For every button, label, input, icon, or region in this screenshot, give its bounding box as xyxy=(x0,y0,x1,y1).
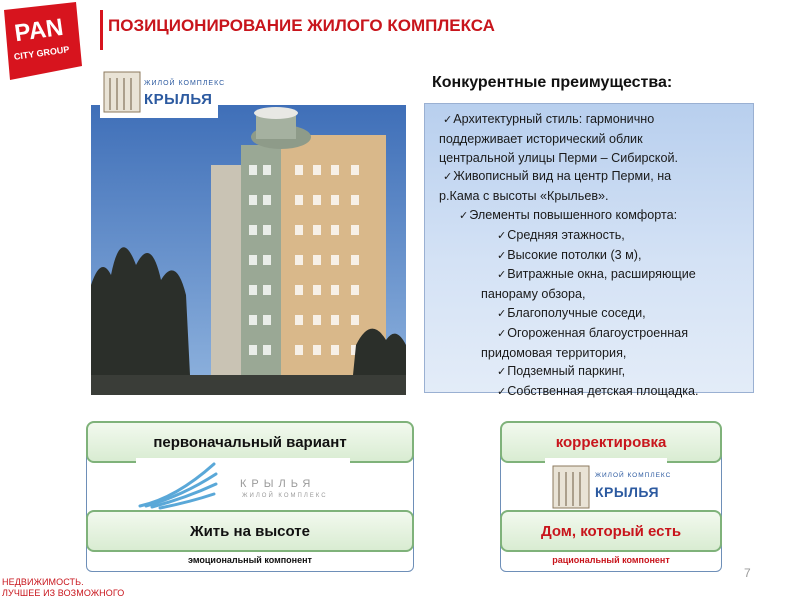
new-logo-name: КРЫЛЬЯ xyxy=(595,484,660,500)
initial-variant-header: первоначальный вариант xyxy=(86,421,414,463)
advantage-line: ✓ Высокие потолки (3 м), xyxy=(425,246,755,266)
advantage-line: ✓ Витражные окна, расширяющие xyxy=(425,265,755,285)
advantage-line: ✓ Собственная детская площадка. xyxy=(425,382,755,402)
footer-line2: ЛУЧШЕЕ ИЗ ВОЗМОЖНОГО xyxy=(2,588,125,598)
header-accent-bar xyxy=(100,10,103,50)
rational-caption: рациональный компонент xyxy=(552,555,670,565)
footer-tagline xyxy=(2,577,124,599)
advantage-line: поддерживает исторический облик xyxy=(439,131,643,146)
logo-line1: PAN xyxy=(12,13,66,48)
old-logo-name: КРЫЛЬЯ xyxy=(240,478,316,490)
building-photo xyxy=(91,105,406,395)
page-number: 7 xyxy=(744,566,751,580)
complex-logo-name: КРЫЛЬЯ xyxy=(144,91,213,108)
advantage-line: ✓ Подземный паркинг, xyxy=(425,362,755,382)
logo-line2: CITY GROUP xyxy=(13,44,70,62)
page-title: ПОЗИЦИОНИРОВАНИЕ ЖИЛОГО КОМПЛЕКСА xyxy=(108,16,495,35)
advantage-line: панораму обзора, xyxy=(481,287,586,302)
advantage-line: ✓ Элементы повышенного комфорта: xyxy=(425,206,755,226)
advantage-line: ✓ Средняя этажность, xyxy=(425,226,755,246)
old-logo-subtitle: ЖИЛОЙ КОМПЛЕКС xyxy=(242,493,328,499)
advantage-line: ✓ Благополучные соседи, xyxy=(425,304,755,324)
slogan-new: Дом, который есть xyxy=(500,510,722,552)
advantage-line: ✓ Живописный вид на центр Перми, на xyxy=(425,167,755,187)
correction-header: корректировка xyxy=(500,421,722,463)
advantage-line: р.Кама с высоты «Крыльев». xyxy=(439,189,609,204)
new-logo-small-text: ЖИЛОЙ КОМПЛЕКС xyxy=(595,472,672,479)
emotional-caption: эмоциональный компонент xyxy=(188,555,312,565)
old-krylya-logo xyxy=(136,458,350,514)
advantage-line: ✓ Огороженная благоустроенная xyxy=(425,324,755,344)
footer-line1: НЕДВИЖИМОСТЬ. xyxy=(2,577,84,587)
slogan-old: Жить на высоте xyxy=(86,510,414,552)
advantage-line: ✓ Архитектурный стиль: гармонично xyxy=(425,110,755,130)
advantage-line: придомовая территория, xyxy=(481,345,627,360)
pan-city-group-logo xyxy=(0,0,84,84)
advantage-line: центральной улицы Перми – Сибирской. xyxy=(439,150,678,165)
krylya-logo-new xyxy=(545,458,672,514)
advantages-heading: Конкурентные преимущества: xyxy=(432,74,673,91)
complex-logo-small-text: ЖИЛОЙ КОМПЛЕКС xyxy=(144,80,226,87)
krylya-logo-top xyxy=(100,66,226,118)
advantages-box xyxy=(424,103,754,399)
